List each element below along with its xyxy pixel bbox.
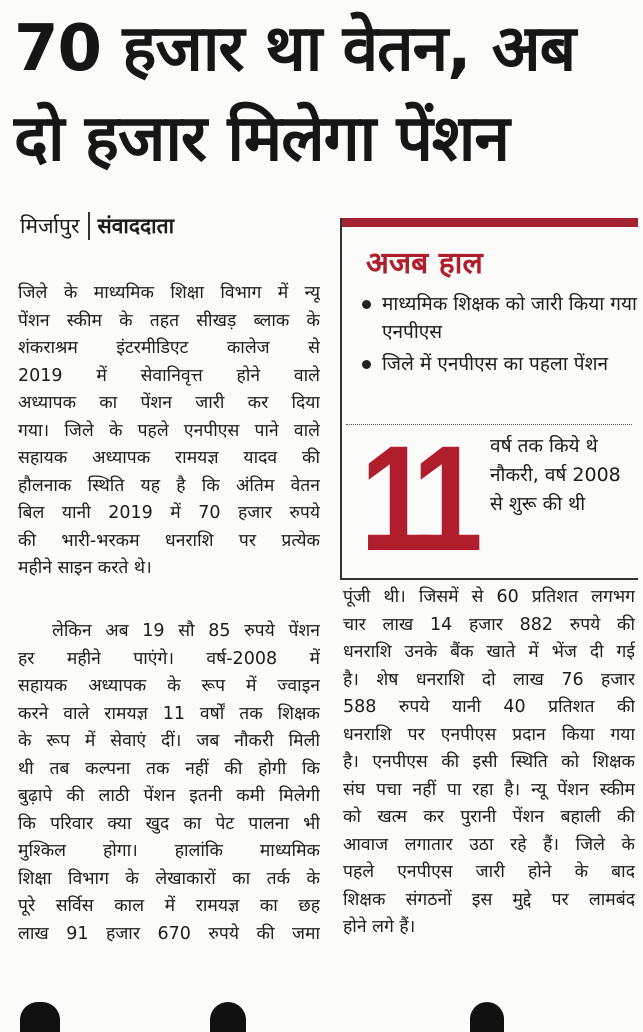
big-number: 11 — [360, 414, 471, 582]
text-line: सहायक अध्यापक के रूप में ज्वाइन — [18, 676, 320, 696]
text-line: बुढ़ापे की लाठी पेंशन इतनी कमी मिलेगी — [18, 786, 320, 806]
bullet-icon — [362, 360, 371, 369]
sidebar-bullet — [360, 290, 638, 346]
text-line: करने वाले रामयज्ञ 11 वर्षों तक शिक्षक — [18, 703, 320, 724]
headline-line-1: 70 हजार था वेतन, अब — [14, 12, 576, 86]
cropped-next-headline-glyph — [470, 1002, 504, 1032]
text-line: थी तब कल्पना तक नहीं की होगी कि — [18, 758, 320, 779]
text-line: पहले एनपीएस जारी होने के बाद — [343, 862, 635, 882]
left-column-paragraph-1 — [18, 280, 320, 583]
text-line: पूंजी थी। जिसमें से 60 प्रतिशत लगभग — [343, 587, 635, 607]
bullet-icon — [362, 300, 371, 309]
sidebar-title: अजब हाल — [366, 246, 483, 281]
text-line: है। शेष धनराशि दो लाख 76 हजार — [343, 669, 635, 690]
text-line: शिक्षा विभाग के लेखाकारों का तर्क के — [18, 868, 320, 889]
text-line: कि परिवार क्या खुद का पेट पालना भी — [18, 813, 320, 834]
byline — [20, 212, 174, 240]
left-column-paragraph-2 — [18, 618, 320, 948]
byline-place: मिर्जापुर — [20, 214, 80, 238]
sidebar-bullet-text: जिले में एनपीएस का पहला पेंशन — [382, 353, 609, 375]
text-line: लाख 91 हजार 670 रुपये की जमा — [18, 923, 320, 944]
sidebar-bullet — [360, 350, 638, 378]
text-line: को खत्म कर पुरानी पेंशन बहाली की — [343, 807, 635, 827]
byline-divider — [88, 212, 90, 240]
text-line: चार लाख 14 हजार 882 रुपये की — [343, 614, 635, 635]
sidebar-bullet-text: माध्यमिक शिक्षक को जारी किया गया एनपीएस — [382, 293, 637, 343]
sidebar-bullet-list — [342, 290, 638, 378]
text-line: की भारी-भरकम धनराशि पर प्रत्येक — [18, 530, 320, 551]
text-line: लेकिन अब 19 सौ 85 रुपये पेंशन — [52, 621, 320, 641]
text-line: धनराशि पर एनपीएस प्रदान किया गया — [343, 724, 635, 745]
headline-line-2: दो हजार मिलेगा पेंशन — [14, 102, 509, 176]
text-line: हौलनाक स्थिति यह है कि अंतिम वेतन — [18, 475, 320, 496]
sidebar-box — [340, 218, 638, 580]
right-column-text — [343, 584, 635, 942]
text-line: जिले के माध्यमिक शिक्षा विभाग में न्यू — [18, 283, 320, 303]
cropped-next-headline-glyph — [210, 1002, 246, 1032]
text-line: आवाज लगातार उठा रहे हैं। जिले के — [343, 834, 635, 855]
cropped-next-headline-glyph — [20, 1002, 60, 1032]
big-number-caption: वर्ष तक किये थे नौकरी, वर्ष 2008 से शुरू की थी — [490, 435, 621, 515]
text-line: 588 रुपये यानी 40 प्रतिशत की — [343, 697, 635, 717]
byline-author: संवाददाता — [97, 214, 175, 238]
text-line: सहायक अध्यापक रामयज्ञ यादव की — [18, 448, 320, 468]
text-line: पेंशन स्कीम के तहत सीखड़ ब्लाक के — [18, 310, 320, 331]
text-line: हर महीने पाएंगे। वर्ष-2008 में — [18, 648, 320, 669]
text-line: मुश्किल होगा। हालांकि माध्यमिक — [18, 841, 320, 861]
text-line: पूरे सर्विस काल में रामयज्ञ का छह — [18, 896, 320, 916]
sidebar-accent-bar — [342, 218, 638, 227]
text-line: शंकराश्रम इंटरमीडिएट कालेज से — [18, 338, 320, 358]
text-line: महीने साइन करते थे। — [18, 558, 152, 578]
text-line: के रूप में सेवाएं दीं। जब नौकरी मिली — [18, 731, 320, 751]
text-line: शिक्षक संगठनों इस मुद्दे पर लामबंद — [343, 889, 635, 910]
text-line: संघ पचा नहीं पा रहा है। न्यू पेंशन स्कीम — [343, 779, 635, 800]
text-line: होने लगे हैं। — [343, 917, 416, 937]
text-line: 2019 में सेवानिवृत्त होने वाले — [18, 365, 320, 386]
text-line: बिल यानी 2019 में 70 हजार रुपये — [18, 503, 320, 523]
text-line: है। एनपीएस की इसी स्थिति को शिक्षक — [343, 752, 635, 772]
text-line: अध्यापक का पेंशन जारी कर दिया — [18, 393, 320, 413]
text-line: धनराशि उनके बैंक खाते में भेंज दी गई — [343, 642, 635, 662]
text-line: गया। जिले के पहले एनपीएस पाने वाले — [18, 420, 320, 441]
